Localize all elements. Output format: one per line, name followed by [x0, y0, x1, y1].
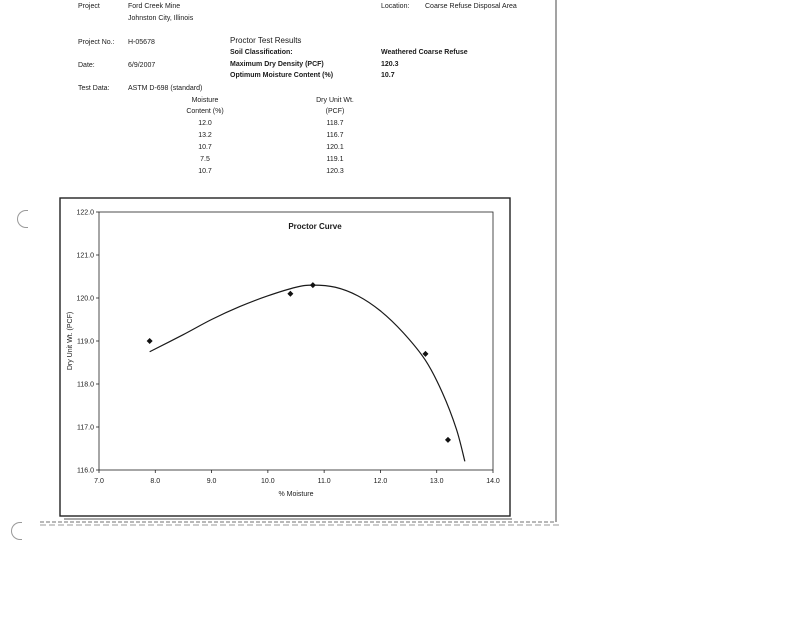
soil-class-value: Weathered Coarse Refuse: [381, 49, 468, 56]
table-row-moisture: 10.7: [198, 168, 212, 175]
project-name: Ford Creek Mine: [128, 3, 181, 10]
y-tick-label: 117.0: [77, 424, 94, 432]
y-tick-label: 119.0: [77, 338, 94, 346]
data-point: [445, 437, 451, 443]
x-tick-label: 7.0: [94, 478, 104, 485]
fit-curve: [150, 285, 465, 461]
opt-moisture-label: Optimum Moisture Content (%): [230, 72, 334, 79]
x-tick-label: 12.0: [373, 478, 388, 485]
test-data-value: ASTM D-698 (standard): [128, 85, 203, 92]
table-header-density-1: Dry Unit Wt.: [316, 97, 354, 104]
date-label: Date:: [78, 62, 95, 69]
soil-class-label: Soil Classification:: [230, 49, 293, 56]
y-tick-label: 121.0: [76, 252, 94, 260]
max-density-label: Maximum Dry Density (PCF): [230, 61, 324, 68]
table-row-density: 119.1: [326, 156, 344, 163]
test-data-label: Test Data:: [78, 85, 110, 92]
data-point: [287, 291, 293, 297]
table-row-density: 118.7: [326, 120, 344, 127]
table-row-density: 120.3: [326, 168, 344, 175]
table-header-moisture-1: Moisture: [191, 97, 219, 104]
chart-title: Proctor Curve: [288, 222, 342, 231]
plot-area: [99, 212, 493, 470]
table-row-moisture: 7.5: [200, 156, 210, 163]
table-header-moisture-2: Content (%): [186, 108, 224, 115]
x-axis-label: % Moisture: [278, 491, 314, 498]
table-header-density-2: (PCF): [325, 108, 345, 115]
data-points-layer: [147, 282, 451, 443]
y-tick-label: 116.0: [77, 467, 94, 475]
table-row-moisture: 10.7: [198, 144, 212, 151]
data-point: [147, 338, 153, 344]
y-axis-label: Dry Unit Wt. (PCF): [67, 311, 74, 371]
project-city: Johnston City, Illinois: [128, 15, 194, 22]
project-label: Project: [78, 3, 100, 10]
chart-ticks: [76, 210, 499, 486]
y-tick-label: 120.0: [76, 295, 94, 303]
table-row-density: 120.1: [326, 144, 344, 151]
x-tick-label: 8.0: [150, 478, 161, 485]
fit-curve-layer: [150, 285, 465, 461]
x-tick-label: 14.0: [486, 478, 500, 485]
table-row-moisture: 13.2: [198, 132, 212, 139]
max-density-value: 120.3: [381, 61, 399, 68]
x-tick-label: 9.0: [206, 478, 217, 485]
x-tick-label: 13.0: [429, 478, 444, 485]
location-value: Coarse Refuse Disposal Area: [425, 3, 517, 10]
x-tick-label: 11.0: [317, 478, 331, 485]
location-label: Location:: [381, 3, 410, 10]
data-point: [310, 282, 316, 288]
date-value: 6/9/2007: [128, 62, 156, 69]
y-tick-label: 122.0: [76, 209, 94, 217]
y-tick-label: 118.0: [77, 381, 94, 389]
table-row-moisture: 12.0: [198, 120, 212, 127]
table-row-density: 116.7: [326, 132, 344, 139]
results-title: Proctor Test Results: [230, 36, 302, 45]
opt-moisture-value: 10.7: [381, 72, 395, 79]
project-no-label: Project No.:: [78, 39, 115, 46]
data-point: [422, 351, 428, 357]
chart-frame: [60, 198, 510, 516]
project-no-value: H-05678: [128, 39, 155, 46]
x-tick-label: 10.0: [261, 478, 275, 485]
